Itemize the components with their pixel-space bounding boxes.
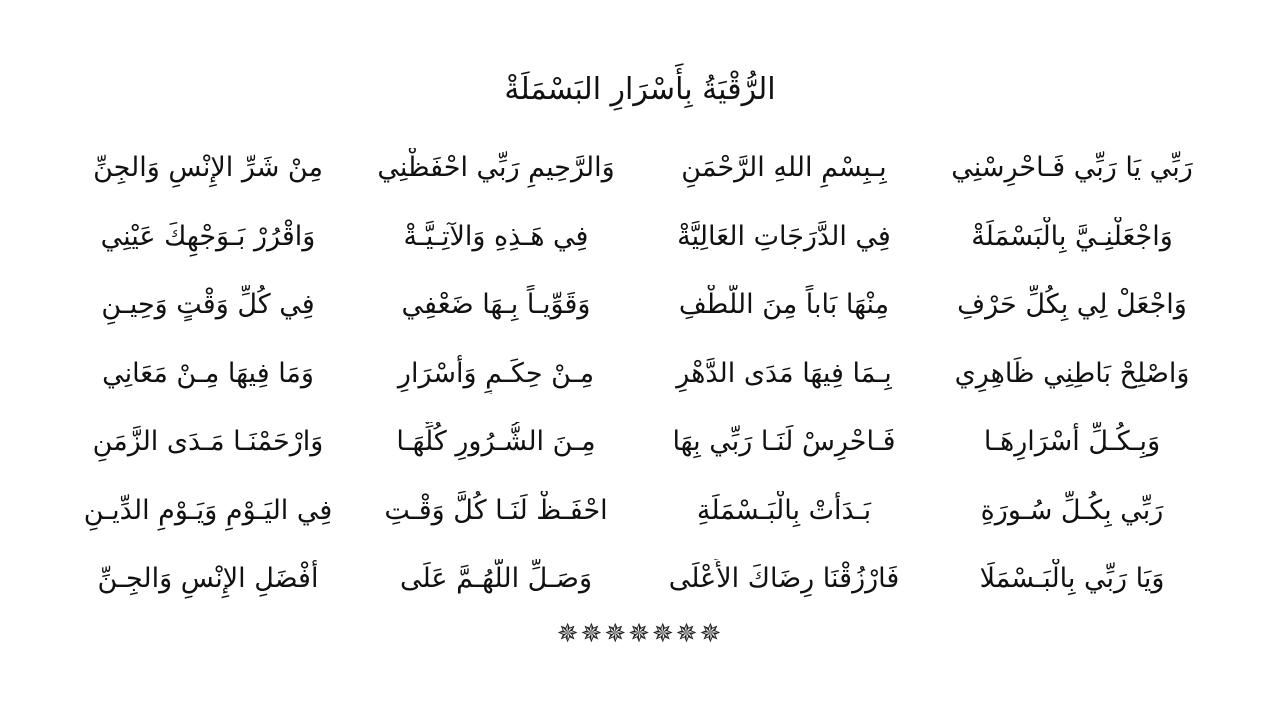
verse-hemistich: وَاجْعَلْنِـيَّ بِالْبَسْمَلَةْ bbox=[971, 220, 1173, 252]
verse-row bbox=[64, 340, 1216, 409]
verse-hemistich: وَالرَّحِيمِ رَبِّي احْفَظْنِي bbox=[377, 152, 615, 184]
verse-hemistich: مِـنْ حِكَـمٍ وَأَسْرَارِ bbox=[397, 357, 595, 389]
verse-hemistich: وَمَا فِيهَا مِـنْ مَعَانِي bbox=[102, 357, 314, 389]
verse-hemistich: وَاجْعَلْ لِي بِكُلِّ حَرْفِ bbox=[957, 289, 1187, 321]
verse-hemistich: احْفَـظْ لَنَـا كُلَّ وَقْـتِ bbox=[384, 494, 608, 526]
verses-block bbox=[64, 134, 1216, 614]
ornament-divider: ✵✵✵✵✵✵✵ bbox=[556, 619, 724, 649]
verse-hemistich: فَارْزُقْنَا رِضَاكَ الأَعْلَى bbox=[668, 563, 900, 595]
verse-hemistich: مِنْهَا بَاباً مِنَ اللُّطْفِ bbox=[678, 289, 890, 321]
verse-hemistich: رَبِّي بِكُـلِّ سُـورَةِ bbox=[980, 494, 1164, 526]
verse-row bbox=[64, 477, 1216, 546]
verse-hemistich: وَقَوِّيـاً بِـهَا ضَعْفِي bbox=[401, 289, 591, 321]
verse-hemistich: بَـدَأَتْ بِالْبَـسْمَلَةِ bbox=[696, 494, 872, 526]
verse-hemistich: رَبِّي يَا رَبِّي فَـاحْرِسْنِي bbox=[951, 152, 1193, 184]
verse-hemistich: مِنْ شَرِّ الإِنْسِ وَالجِنِّ bbox=[93, 152, 323, 184]
verse-hemistich: وَاقْرُرْ بَـوَجْهِكَ عَيْنِي bbox=[100, 220, 316, 252]
verse-hemistich: فِي هَـذِهِ وَالآتِـيَّـةْ bbox=[403, 220, 589, 252]
verse-hemistich: وَاصْلِحْ بَاطِنِي ظَاهِرِي bbox=[954, 357, 1190, 389]
poem-title: الرُّقْيَةُ بِأَسْرَارِ البَسْمَلَةْ bbox=[504, 72, 776, 107]
verse-hemistich: وَيَا رَبِّي بِالْبَـسْمَلَا bbox=[979, 563, 1165, 595]
verse-hemistich: فِي كُلِّ وَقْتٍ وَحِيـنِ bbox=[101, 289, 315, 321]
verse-hemistich: فَـاحْرِسْ لَنَـا رَبِّي بِهَا bbox=[672, 426, 896, 458]
verse-row bbox=[64, 545, 1216, 614]
verse-hemistich: أَفْضَلِ الإِنْسِ وَالجِـنِّ bbox=[97, 563, 319, 595]
verse-hemistich: بِـبِسْمِ اللهِ الرَّحْمَنِ bbox=[681, 152, 887, 184]
verse-row bbox=[64, 408, 1216, 477]
verse-row bbox=[64, 271, 1216, 340]
verse-row bbox=[64, 134, 1216, 203]
verse-hemistich: مِـنَ الشُّـرُورِ كُلِّهَـا bbox=[396, 426, 596, 458]
verse-hemistich: فِي الدَّرَجَاتِ العَالِيَّةْ bbox=[677, 220, 891, 252]
verse-hemistich: وَبِـكُـلِّ أَسْرَارِهَـا bbox=[983, 426, 1161, 458]
verse-hemistich: بِـمَا فِيهَا مَدَى الدَّهْرِ bbox=[676, 357, 892, 389]
verse-hemistich: فِي اليَـوْمِ وَيَـوْمِ الدِّيـنِ bbox=[83, 494, 333, 526]
verse-hemistich: وَصَـلِّ اللَّهُـمَّ عَلَى bbox=[399, 563, 593, 595]
verse-hemistich: وَارْحَمْنَـا مَـدَى الزَّمَنِ bbox=[92, 426, 324, 458]
verse-row bbox=[64, 203, 1216, 272]
